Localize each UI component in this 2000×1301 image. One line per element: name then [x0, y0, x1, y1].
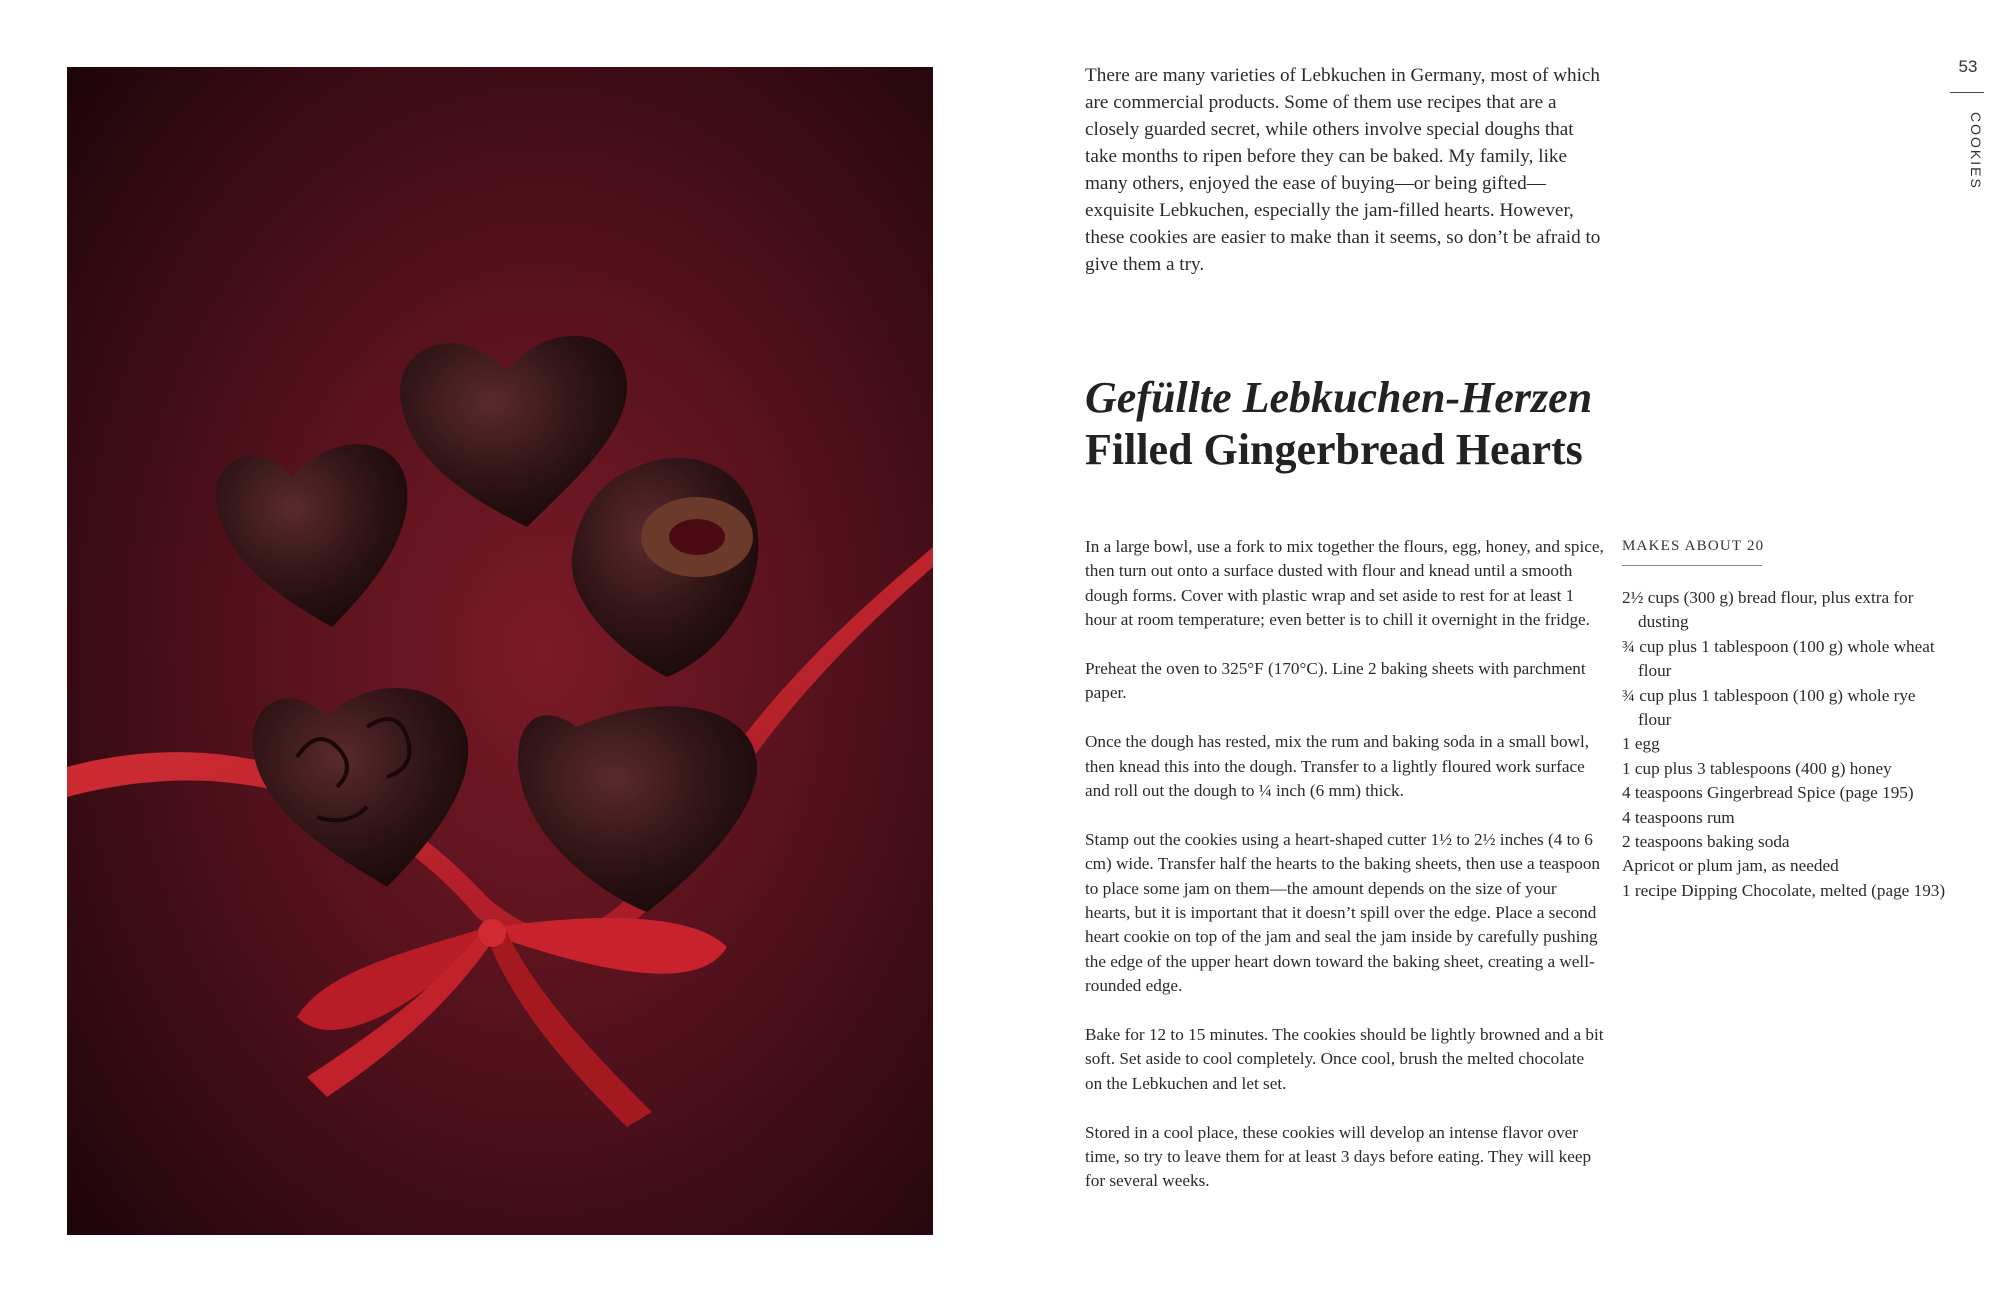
ingredient-item: 4 teaspoons rum — [1622, 807, 1735, 827]
yield-label: MAKES ABOUT 20 — [1622, 538, 1765, 554]
ingredient-list — [1622, 586, 1952, 903]
ingredient-item: 1 recipe Dipping Chocolate, melted (page 193) — [1622, 880, 1946, 900]
method-step: Preheat the oven to 325°F (170°C). Line 2 baking sheets with parchment paper. — [1085, 659, 1586, 703]
page-number: 53 — [1958, 57, 1978, 76]
ingredient-item: ¾ cup plus 1 tablespoon (100 g) whole wheat flour — [1622, 636, 1935, 681]
recipe-photo — [67, 67, 933, 1235]
method-steps — [1085, 535, 1605, 1218]
ingredient-item: Apricot or plum jam, as needed — [1622, 856, 1839, 876]
section-label: COOKIES — [1968, 112, 1984, 190]
divider — [1622, 565, 1762, 566]
method-step: In a large bowl, use a fork to mix together the flours, egg, honey, and spice, then turn out onto a surface dusted with flour and knead until a smooth dough forms. Cover with plastic wrap and set aside to rest for at least 1 hour at room temperature; even better is to chill it overnight in the fridge. — [1085, 537, 1604, 630]
divider — [1950, 92, 1984, 93]
intro-paragraph: There are many varieties of Lebkuchen in Germany, most of which are commercial products. Some of them use recipes that are a closely guarded secret, while others involve special doughs that take months to ripen before they can be baked. My family, like many others, enjoyed the ease of buying—or being gifted—exquisite Lebkuchen, especially the jam-filled hearts. However, these cookies are easier to make than it seems, so don’t be afraid to give them a try. — [1085, 65, 1601, 275]
title-german: Gefüllte Lebkuchen-Herzen — [1085, 373, 1593, 422]
ingredient-item: 1 cup plus 3 tablespoons (400 g) honey — [1622, 758, 1892, 778]
ingredient-item: 2½ cups (300 g) bread flour, plus extra for dusting — [1622, 588, 1914, 632]
method-step: Stored in a cool place, these cookies will develop an intense flavor over time, so try to leave them for at least 3 days before eating. They will keep for several weeks. — [1085, 1122, 1592, 1191]
method-step: Stamp out the cookies using a heart-shaped cutter 1½ to 2½ inches (4 to 6 cm) wide. Transfer half the hearts to the baking sheets, then use a teaspoon to place some jam on them—the amount depends on the size of your hearts, but it is important that it doesn’t spill over the edge. Place a second heart cookie on top of the jam and seal the jam inside by carefully pushing the edge of the upper heart down toward the baking sheet, creating a well-rounded edge. — [1085, 829, 1601, 996]
ingredients-panel — [1622, 535, 1952, 903]
ingredient-item: 1 egg — [1622, 734, 1660, 754]
title-english: Filled Gingerbread Hearts — [1085, 425, 1583, 474]
chocolate-hearts-image — [67, 67, 933, 1235]
method-step: Bake for 12 to 15 minutes. The cookies should be lightly browned and a bit soft. Set aside to cool completely. Once cool, brush the melted chocolate on the Lebkuchen and let set. — [1085, 1025, 1604, 1093]
recipe-title — [1085, 372, 1645, 476]
ingredient-item: ¾ cup plus 1 tablespoon (100 g) whole rye flour — [1622, 685, 1916, 730]
ingredient-item: 2 teaspoons baking soda — [1622, 832, 1790, 852]
method-step: Once the dough has rested, mix the rum and baking soda in a small bowl, then knead this into the dough. Transfer to a lightly floured work surface and roll out the dough to ¼ inch (6 mm) thick. — [1085, 732, 1590, 801]
ingredient-item: 4 teaspoons Gingerbread Spice (page 195) — [1622, 783, 1914, 803]
